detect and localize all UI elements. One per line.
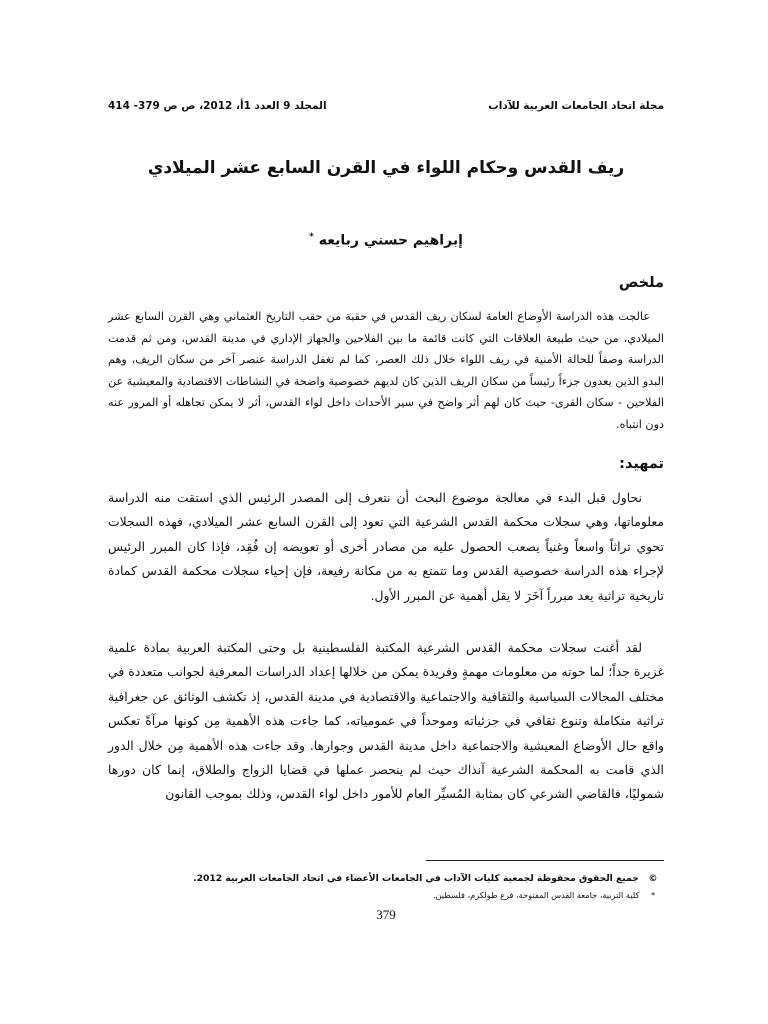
running-header (108, 100, 664, 120)
author-name: إبراهيم حسني ربايعه (318, 232, 463, 249)
article-title: ريف القدس وحكام اللواء في القرن السابع عشر الميلادي (147, 158, 625, 178)
introduction-heading: تمهيد: (619, 456, 664, 472)
journal-name: مجلة اتحاد الجامعات العربية للآداب (488, 100, 664, 112)
author-footnote-mark: * (309, 232, 314, 242)
copyright-text: جميع الحقوق محفوظة لجمعية كليات الآداب في الجامعات الأعضاء في اتحاد الجامعات العربية 2012. (193, 873, 639, 884)
affiliation-mark: * (650, 890, 656, 900)
copyright-mark: © (648, 873, 658, 884)
body-paragraph: لقد أغنت سجلات محكمة القدس الشرعية المكتبة الفلسطينية بل وحتى المكتبة العربية بمادة علمية غزيرة جداً؛ لما حوته من معلومات مهمةٍ وفريدة يمكن من خلالها إعداد الدراسات المعرفية لجوانب متعددة في مختلف المجالات السياسية والثقافية والاجتماعية والاقتصادية في مدينة القدس، إذ تكشف الوثائق عن جغرافية تراثية متكاملة وتنوع ثقافي في جزئياته وموحداً في عمومياته، كما جاءت هذه الأهمية مِن كونها مرآةً تعكس واقع حال الأوضاع المعيشية والاجتماعية داخل مدينة القدس وجوارها. وقد جاءت هذه الأهمية مِن خلال الدور الذي قامت به المحكمة الشرعية آنذاك حيث لم ينحصر عملها في قضايا الزواج والطلاق، إنما كان دورها شموليًا، فالقاضي الشرعي كان بمثابة المُسيِّر العام للأمور داخل لواء القدس، وذلك بموجب القانون (108, 640, 664, 802)
page-number: 379 (376, 907, 396, 922)
volume-citation: المجلد 9 العدد 1أ، 2012، ص ص 379- 414 (108, 100, 327, 112)
author-line (108, 232, 664, 249)
copyright-footnote (108, 873, 664, 884)
affiliation-text: كلية التربية، جامعة القدس المفتوحة، فرع طولكرم، فلسطين. (432, 890, 640, 900)
body-paragraph: نحاول قبل البدء في معالجة موضوع البحث أن نتعرف إلى المصدر الرئيس الذي استقت منه الدراسة معلوماتها، وهي سجلات محكمة القدس الشرعية التي تعود إلى القرن السابع عشر الميلادي، فهذه السجلات تحوي تراثاً واسعاً وغنياً يصعب الحصول عليه من مصادر أخرى أو تعويضه إن فُقِد، فإذا كان المبرر الرئيس لإجراء هذه الدراسة خصوصية القدس وما تتمتع به من مكانة رفيعة، فإن إحياء سجلات محكمة القدس كمادة تاريخية تراثية يعد مبرراً آخَرَ لا يقل أهمية عن المبرر الأول. (108, 490, 664, 603)
affiliation-footnote (108, 890, 664, 900)
abstract-heading: ملخص (618, 275, 664, 291)
footnote-divider (426, 860, 664, 861)
abstract-text: عالجت هذه الدراسة الأوضاع العامة لسكان ريف القدس في حقبة من حقب التاريخ العثماني وهي القرن السابع عشر الميلادي، من حيث طبيعة العلاقات التي كانت قائمة ما بين الفلاحين والجهاز الإداري في مدينة القدس، ومن ثم قدمت الدراسة وصفاً للحالة الأمنية في ريف اللواء خلال ذلك العصر، كما لم تغفل الدراسة عنصر آخر من سكان الريف، وهم البدو الذين يعدون جزءاً رئيساً من سكان الريف الذين كان لديهم خصوصية واضحة في النشاطات الاقتصادية والمعيشية عن الفلاحين - سكان القرى- حيث كان لهم أثر واضح في سير الأحداث داخل لواء القدس، أثر لا يمكن تجاهله أو المرور عنه دون انتباه. (108, 310, 664, 431)
